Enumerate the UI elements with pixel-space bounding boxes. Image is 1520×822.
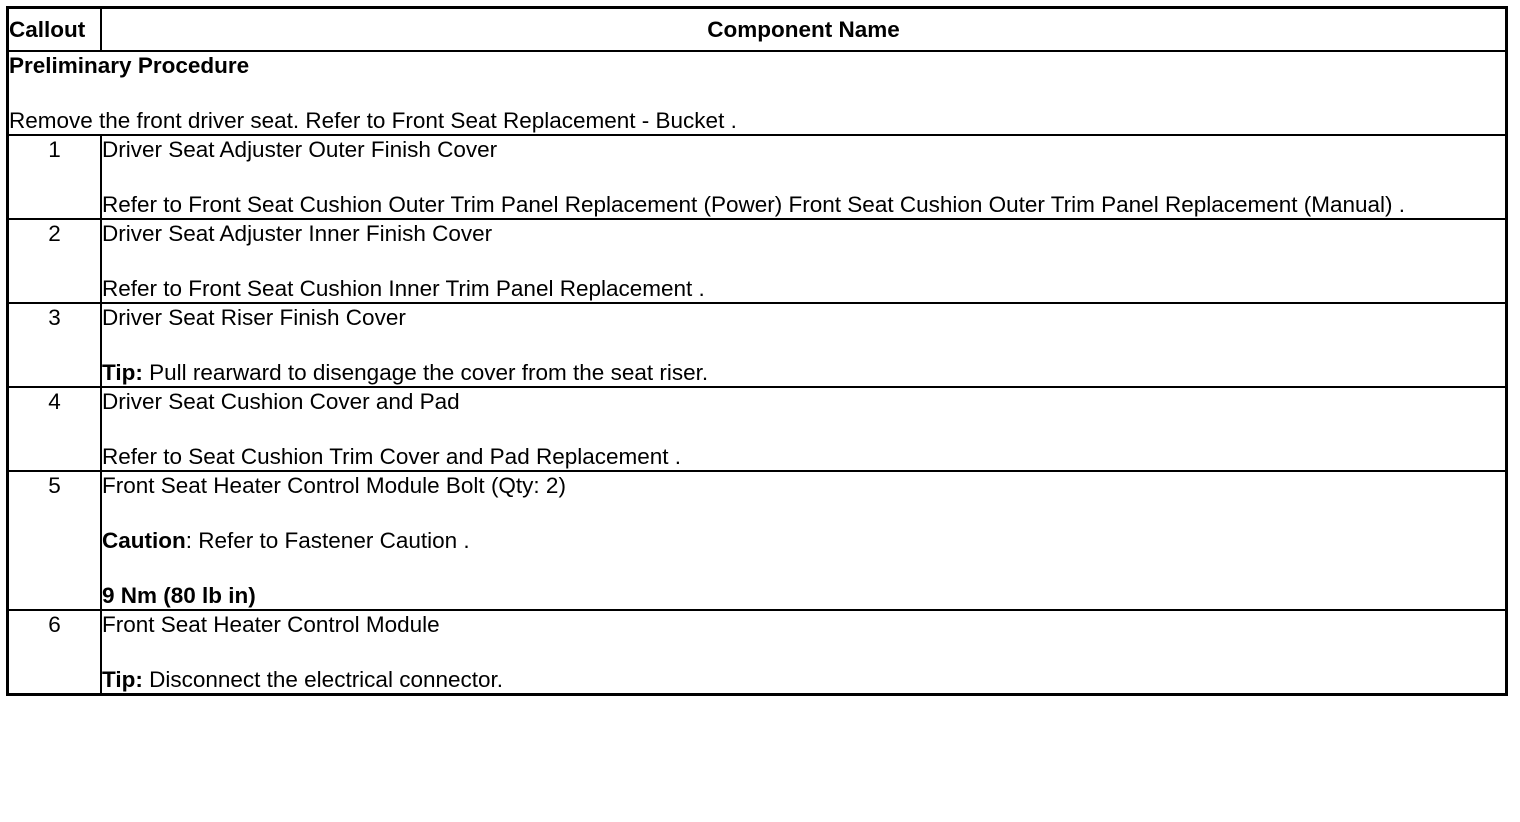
component-name: Driver Seat Adjuster Inner Finish Cover — [102, 221, 493, 246]
table-row — [8, 387, 1507, 471]
component-cell — [101, 471, 1507, 610]
tip-line — [102, 359, 1505, 386]
callout-header: Callout — [8, 8, 102, 52]
component-note: Refer to Front Seat Cushion Inner Trim Panel Replacement . — [102, 276, 705, 301]
tip-line — [102, 666, 1505, 693]
component-cell — [101, 610, 1507, 695]
callout-number: 2 — [8, 219, 102, 303]
component-note: Refer to Front Seat Cushion Outer Trim Panel Replacement (Power) Front Seat Cushion Outer Trim Panel Replacement (Manual) . — [102, 192, 1406, 217]
callout-number: 4 — [8, 387, 102, 471]
callout-number: 3 — [8, 303, 102, 387]
caution-text: : Refer to Fastener Caution . — [185, 528, 470, 553]
tip-label: Tip: — [102, 667, 143, 692]
component-name: Front Seat Heater Control Module Bolt (Qty: 2) — [102, 473, 566, 498]
table-row — [8, 610, 1507, 695]
callout-number: 1 — [8, 135, 102, 219]
table-row — [8, 219, 1507, 303]
component-name: Driver Seat Riser Finish Cover — [102, 305, 406, 330]
callout-number: 5 — [8, 471, 102, 610]
component-name: Front Seat Heater Control Module — [102, 612, 440, 637]
component-name: Driver Seat Adjuster Outer Finish Cover — [102, 137, 498, 162]
table-row — [8, 135, 1507, 219]
header-row — [8, 8, 1507, 52]
preliminary-cell — [8, 51, 1507, 135]
tip-text: Pull rearward to disengage the cover from the seat riser. — [142, 360, 709, 385]
component-name: Driver Seat Cushion Cover and Pad — [102, 389, 460, 414]
tip-text: Disconnect the electrical connector. — [142, 667, 504, 692]
component-note: Refer to Seat Cushion Trim Cover and Pad Replacement . — [102, 444, 682, 469]
preliminary-row — [8, 51, 1507, 135]
caution-line — [102, 527, 1505, 554]
component-cell — [101, 135, 1507, 219]
component-name-header: Component Name — [101, 8, 1507, 52]
table-row — [8, 471, 1507, 610]
torque-spec: 9 Nm (80 lb in) — [102, 583, 256, 608]
component-cell — [101, 219, 1507, 303]
tip-label: Tip: — [102, 360, 143, 385]
table-row — [8, 303, 1507, 387]
callout-number: 6 — [8, 610, 102, 695]
component-cell — [101, 387, 1507, 471]
preliminary-title: Preliminary Procedure — [9, 53, 250, 78]
caution-label: Caution — [102, 528, 186, 553]
component-table — [6, 6, 1508, 696]
component-cell — [101, 303, 1507, 387]
preliminary-text: Remove the front driver seat. Refer to Front Seat Replacement - Bucket . — [9, 108, 737, 133]
